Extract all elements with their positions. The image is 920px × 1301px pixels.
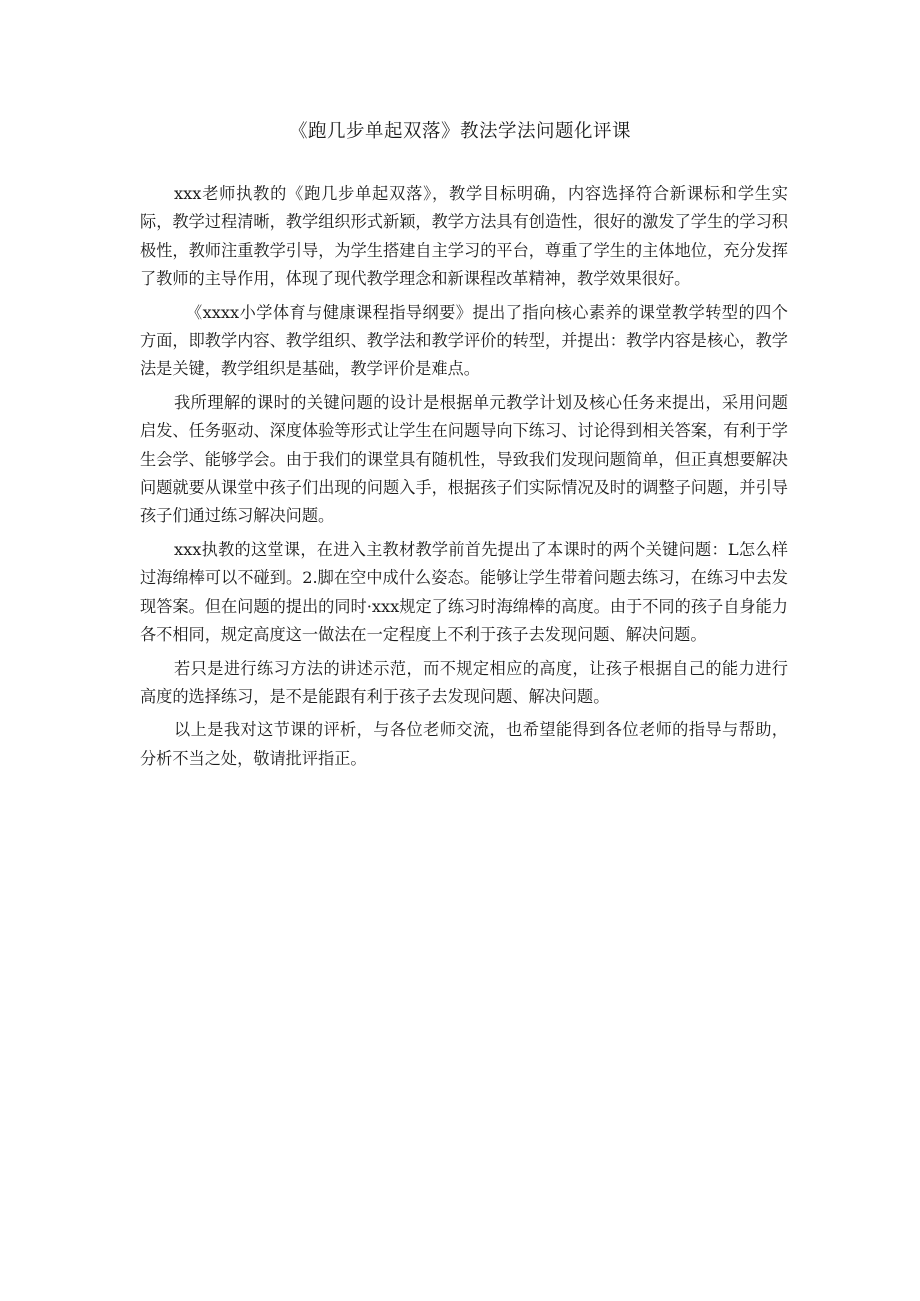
paragraph-lesson-analysis: xxx执教的这堂课，在进入主教材教学前首先提出了本课时的两个关键问题：L怎么样过海绵棒可以不碰到。2.脚在空中成什么姿态。能够让学生带着问题去练习，在练习中去发现答案。但在问题的提出的同时·xxx规定了练习时海绵棒的高度。由于不同的孩子自身能力各不相同，规定高度这一做法在一定程度上不利于孩子去发现问题、解决问题。 — [140, 539, 788, 645]
document-body — [140, 180, 788, 778]
paragraph-suggestion: 若只是进行练习方法的讲述示范，而不规定相应的高度，让孩子根据自己的能力进行高度的选择练习，是不是能跟有利于孩子去发现问题、解决问题。 — [140, 658, 788, 706]
paragraph-closing: 以上是我对这节课的评析，与各位老师交流，也希望能得到各位老师的指导与帮助，分析不当之处，敬请批评指正。 — [140, 720, 788, 768]
paragraph-evaluation-summary: xxx老师执教的《跑几步单起双落》，教学目标明确，内容选择符合新课标和学生实际，教学过程清晰，教学组织形式新颖，教学方法具有创造性，很好的激发了学生的学习积极性，教师注重教学引导，为学生搭建自主学习的平台，尊重了学生的主体地位，充分发挥了教师的主导作用，体现了现代教学理念和新课程改革精神，教学效果很好。 — [140, 184, 788, 289]
paragraph-curriculum-guideline: 《xxxx小学体育与健康课程指导纲要》提出了指向核心素养的课堂教学转型的四个方面，即教学内容、教学组织、教学法和教学评价的转型，并提出：教学内容是核心，教学法是关键，教学组织是基础，教学评价是难点。 — [140, 302, 788, 379]
paragraph-key-question-design: 我所理解的课时的关键问题的设计是根据单元教学计划及核心任务来提出，采用问题启发、任务驱动、深度体验等形式让学生在问题导向下练习、讨论得到相关答案，有利于学生会学、能够学会。由于我们的课堂具有随机性，导致我们发现问题简单，但正真想要解决问题就要从课堂中孩子们出现的问题入手，根据孩子们实际情况及时的调整子问题，并引导孩子们通过练习解决问题。 — [140, 392, 788, 526]
document-title: 《跑几步单起双落》教法学法问题化评课 — [288, 121, 631, 142]
